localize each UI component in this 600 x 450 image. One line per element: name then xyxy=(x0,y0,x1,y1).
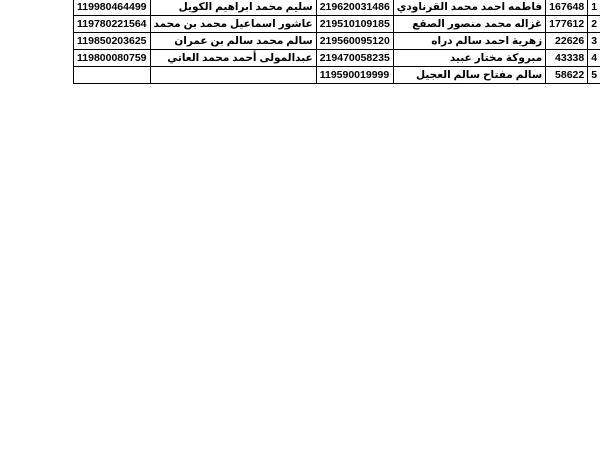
name-cell: فاطمه احمد محمد القرناودي xyxy=(393,0,545,16)
phone-cell: 119800080759 xyxy=(74,50,151,67)
spouse-name-cell: عاشور اسماعيل محمد بن محمد xyxy=(150,16,316,33)
national-id-cell: 219620031486 xyxy=(316,0,393,16)
row-number-cell: 5 xyxy=(588,67,600,84)
table-row xyxy=(74,33,600,50)
national-id-cell: 219510109185 xyxy=(316,16,393,33)
phone-cell: 119980464499 xyxy=(74,0,151,16)
table-row xyxy=(74,50,600,67)
national-id-cell: 219470058235 xyxy=(316,50,393,67)
phone-cell xyxy=(74,67,151,84)
spouse-name-cell: عبدالمولى أحمد محمد العاتي xyxy=(150,50,316,67)
phone-cell: 119850203625 xyxy=(74,33,151,50)
code-cell: 43338 xyxy=(546,50,588,67)
spouse-name-cell: سالم محمد سالم بن عمران xyxy=(150,33,316,50)
spouse-name-cell xyxy=(150,67,316,84)
row-number-cell: 1 xyxy=(588,0,600,16)
table-row xyxy=(74,16,600,33)
table-row xyxy=(74,67,600,84)
spouse-name-cell: سليم محمد ابراهيم الكويل xyxy=(150,0,316,16)
code-cell: 177612 xyxy=(546,16,588,33)
row-number-cell: 4 xyxy=(588,50,600,67)
records-table xyxy=(73,0,600,84)
name-cell: سالم مفتاح سالم العجيل xyxy=(393,67,545,84)
row-number-cell: 3 xyxy=(588,33,600,50)
records-table-body xyxy=(74,0,600,84)
code-cell: 167648 xyxy=(546,0,588,16)
name-cell: غزاله محمد منصور الصقع xyxy=(393,16,545,33)
national-id-cell: 119590019999 xyxy=(316,67,393,84)
phone-cell: 119780221564 xyxy=(74,16,151,33)
code-cell: 58622 xyxy=(546,67,588,84)
code-cell: 22626 xyxy=(546,33,588,50)
table-row xyxy=(74,0,600,16)
name-cell: مبروكة مختار عبيد xyxy=(393,50,545,67)
national-id-cell: 219560095120 xyxy=(316,33,393,50)
name-cell: زهرية احمد سالم دراه xyxy=(393,33,545,50)
row-number-cell: 2 xyxy=(588,16,600,33)
